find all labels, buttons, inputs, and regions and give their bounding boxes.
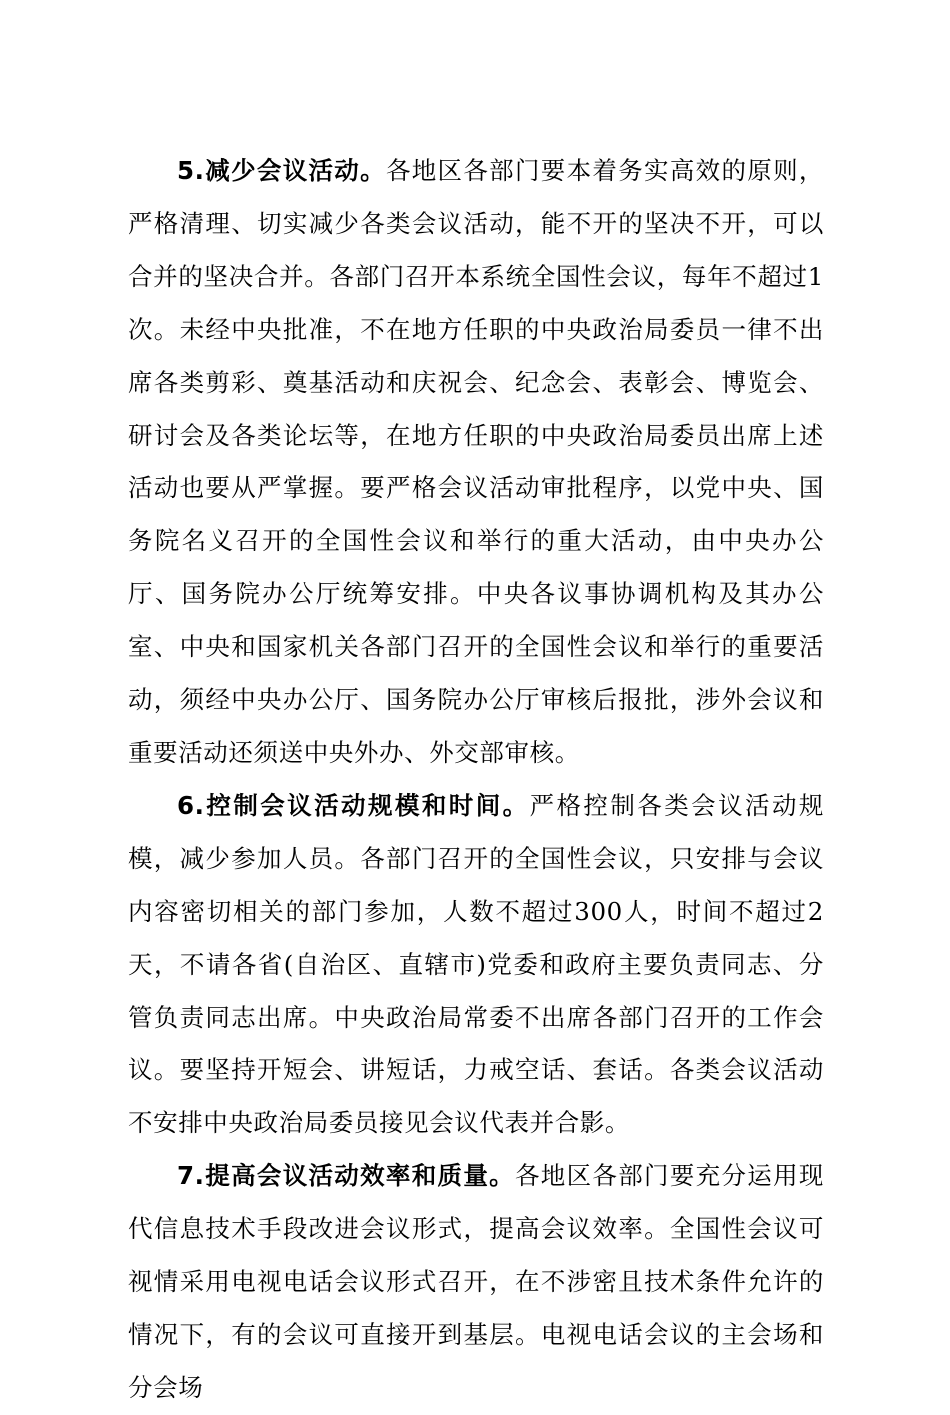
- document-body: [128, 145, 824, 1415]
- paragraph-5-heading: 5.减少会议活动。: [177, 156, 386, 185]
- paragraph-5: [128, 145, 824, 780]
- paragraph-5-text: 各地区各部门要本着务实高效的原则，严格清理、切实减少各类会议活动，能不开的坚决不开，可以合并的坚决合并。各部门召开本系统全国性会议，每年不超过1次。未经中央批准，不在地方任职的中央政治局委员一律不出席各类剪彩、奠基活动和庆祝会、纪念会、表彰会、博览会、研讨会及各类论坛等，在地方任职的中央政治局委员出席上述活动也要从严掌握。要严格会议活动审批程序，以党中央、国务院名义召开的全国性会议和举行的重大活动，由中央办公厅、国务院办公厅统筹安排。中央各议事协调机构及其办公室、中央和国家机关各部门召开的全国性会议和举行的重要活动，须经中央办公厅、国务院办公厅审核后报批，涉外会议和重要活动还须送中央外办、外交部审核。: [128, 156, 824, 767]
- paragraph-7: [128, 1150, 824, 1415]
- paragraph-6-heading: 6.控制会议活动规模和时间。: [177, 790, 530, 820]
- paragraph-7-heading: 7.提高会议活动效率和质量。: [177, 1161, 515, 1191]
- paragraph-6: [128, 780, 824, 1150]
- paragraph-6-text: 严格控制各类会议活动规模，减少参加人员。各部门召开的全国性会议，只安排与会议内容密切相关的部门参加，人数不超过300人，时间不超过2天，不请各省(自治区、直辖市)党委和政府主要负责同志、分管负责同志出席。中央政治局常委不出席各部门召开的工作会议。要坚持开短会、讲短话，力戒空话、套话。各类会议活动不安排中央政治局委员接见会议代表并合影。: [128, 790, 824, 1138]
- paragraph-7-text: 各地区各部门要充分运用现代信息技术手段改进会议形式，提高会议效率。全国性会议可视情采用电视电话会议形式召开，在不涉密且技术条件允许的情况下，有的会议可直接开到基层。电视电话会议的主会场和分会场: [128, 1161, 824, 1402]
